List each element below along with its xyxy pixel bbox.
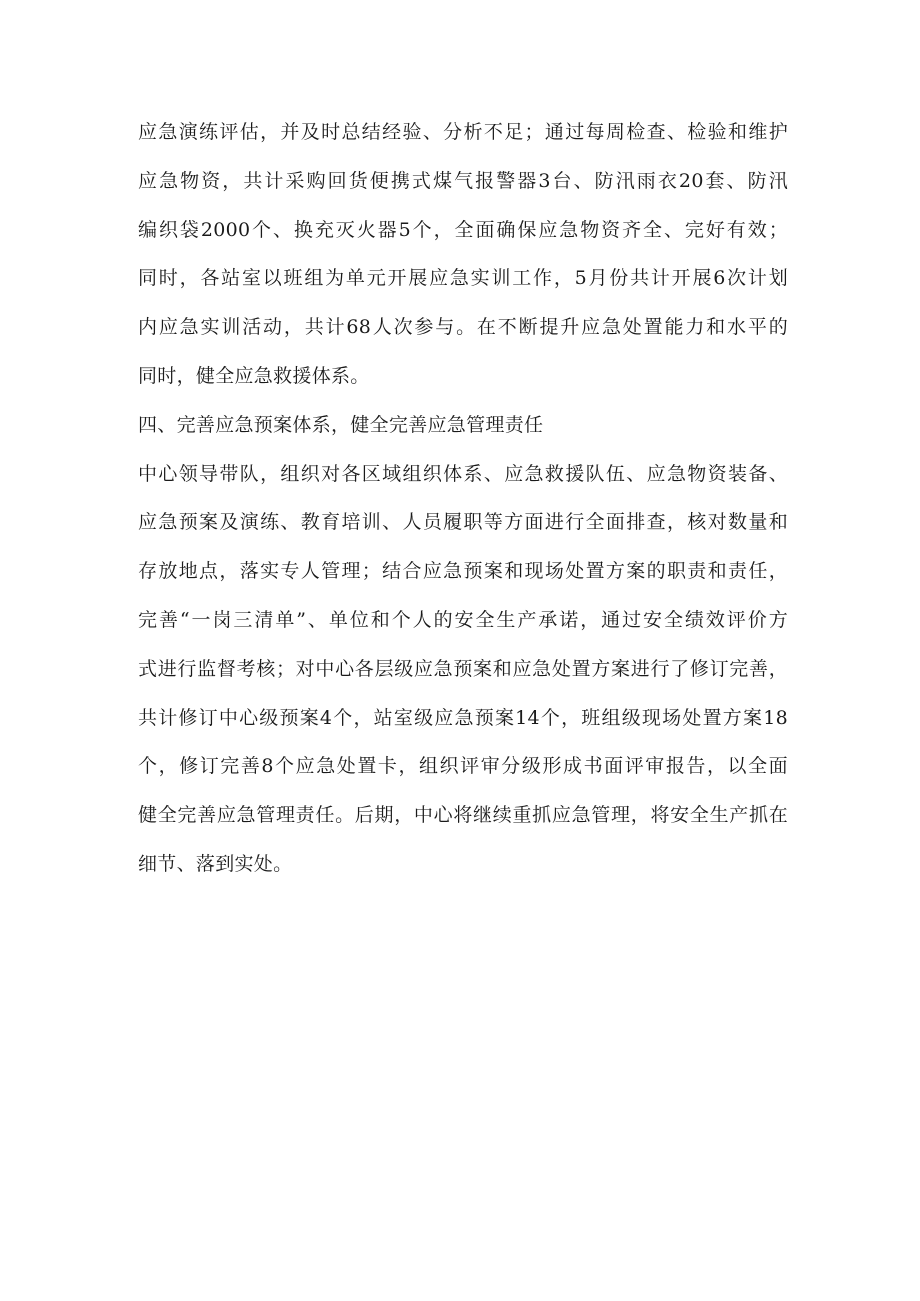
paragraph-1-line: 同时，健全应急救援体系。 xyxy=(138,364,370,387)
paragraph-1-line: 同时，各站室以班组为单元开展应急实训工作，5月份共计开展6次计划 xyxy=(138,267,788,290)
paragraph-2-line: 式进行监督考核；对中心各层级应急预案和应急处置方案进行了修订完善， xyxy=(138,657,788,680)
paragraph-1-line: 应急物资，共计采购回货便携式煤气报警器3台、防汛雨衣20套、防汛 xyxy=(138,169,788,192)
document-body xyxy=(138,108,788,889)
paragraph-2-line: 完善“一岗三清单”、单位和个人的安全生产承诺，通过安全绩效评价方 xyxy=(138,608,788,631)
paragraph-2-line: 存放地点，落实专人管理；结合应急预案和现场处置方案的职责和责任， xyxy=(138,560,788,583)
paragraph-2-line: 共计修订中心级预案4个，站室级应急预案14个，班组级现场处置方案18 xyxy=(138,706,788,729)
paragraph-2-line: 细节、落到实处。 xyxy=(138,852,293,875)
paragraph-2-line: 个，修订完善8个应急处置卡，组织评审分级形成书面评审报告，以全面 xyxy=(138,755,788,778)
paragraph-2-line: 健全完善应急管理责任。后期，中心将继续重抓应急管理，将安全生产抓在 xyxy=(138,804,788,827)
paragraph-2-line: 中心领导带队，组织对各区域组织体系、应急救援队伍、应急物资装备、 xyxy=(138,462,788,485)
paragraph-1-line: 应急演练评估，并及时总结经验、分析不足；通过每周检查、检验和维护 xyxy=(138,121,788,143)
paragraph-1-line: 编织袋2000个、换充灭火器5个，全面确保应急物资齐全、完好有效； xyxy=(138,218,788,241)
section-heading: 四、完善应急预案体系，健全完善应急管理责任 xyxy=(138,413,544,436)
paragraph-2-line: 应急预案及演练、教育培训、人员履职等方面进行全面排查，核对数量和 xyxy=(138,511,788,534)
paragraph-1-line: 内应急实训活动，共计68人次参与。在不断提升应急处置能力和水平的 xyxy=(138,316,788,339)
